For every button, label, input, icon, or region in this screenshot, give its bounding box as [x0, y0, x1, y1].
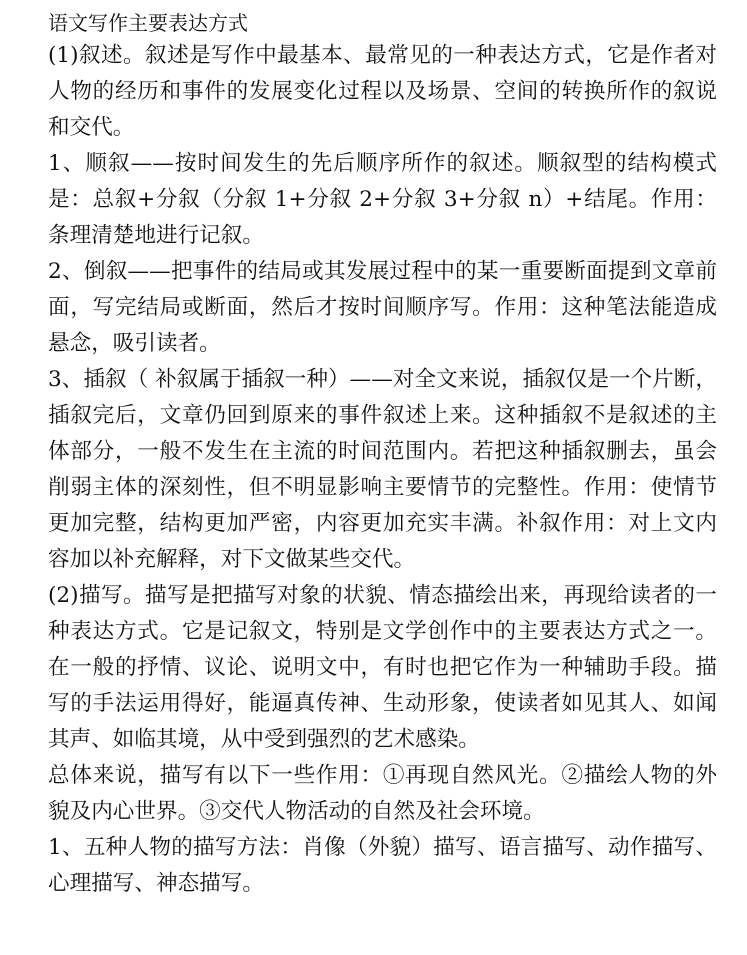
paragraph-narration: (1)叙述。叙述是写作中最基本、最常见的一种表达方式，它是作者对人物的经历和事件的发展变化过程以及场景、空间的转换所作的叙说和交代。 — [48, 43, 717, 140]
paragraph-chronological-narration: 1、顺叙——按时间发生的先后顺序所作的叙述。顺叙型的结构模式是：总叙+分叙（分叙 1+分叙 2+分叙 3+分叙 n）+结尾。作用：条理清楚地进行记叙。 — [48, 151, 717, 248]
paragraph-flashback: 2、倒叙——把事件的结局或其发展过程中的某一重要断面提到文章前面，写完结局或断面，然后才按时间顺序写。作用：这种笔法能造成悬念，吸引读者。 — [48, 259, 717, 356]
paragraph-description: (2)描写。描写是把描写对象的状貌、情态描绘出来，再现给读者的一种表达方式。它是记叙文，特别是文学创作中的主要表达方式之一。在一般的抒情、议论、说明文中，有时也把它作为一种辅助手段。描写的手法运用得好，能逼真传神、生动形象，使读者如见其人、如闻其声、如临其境，从中受到强烈的艺术感染。 — [48, 583, 717, 752]
paragraph-description-functions: 总体来说，描写有以下一些作用：①再现自然风光。②描绘人物的外貌及内心世界。③交代人物活动的自然及社会环境。 — [48, 763, 717, 824]
paragraph-interpolated-narration: 3、插叙（ 补叙属于插叙一种）——对全文来说，插叙仅是一个片断，插叙完后，文章仍回到原来的事件叙述上来。这种插叙不是叙述的主体部分，一般不发生在主流的时间范围内。若把这种插叙删去，虽会削弱主体的深刻性，但不明显影响主要情节的完整性。作用：使情节更加完整，结构更加严密，内容更加充实丰满。补叙作用：对上文内容加以补充解释，对下文做某些交代。 — [48, 367, 717, 572]
paragraph-character-description-methods: 1、五种人物的描写方法：肖像（外貌）描写、语言描写、动作描写、心理描写、神态描写。 — [48, 835, 717, 896]
document-title: 语文写作主要表达方式 — [48, 11, 248, 35]
